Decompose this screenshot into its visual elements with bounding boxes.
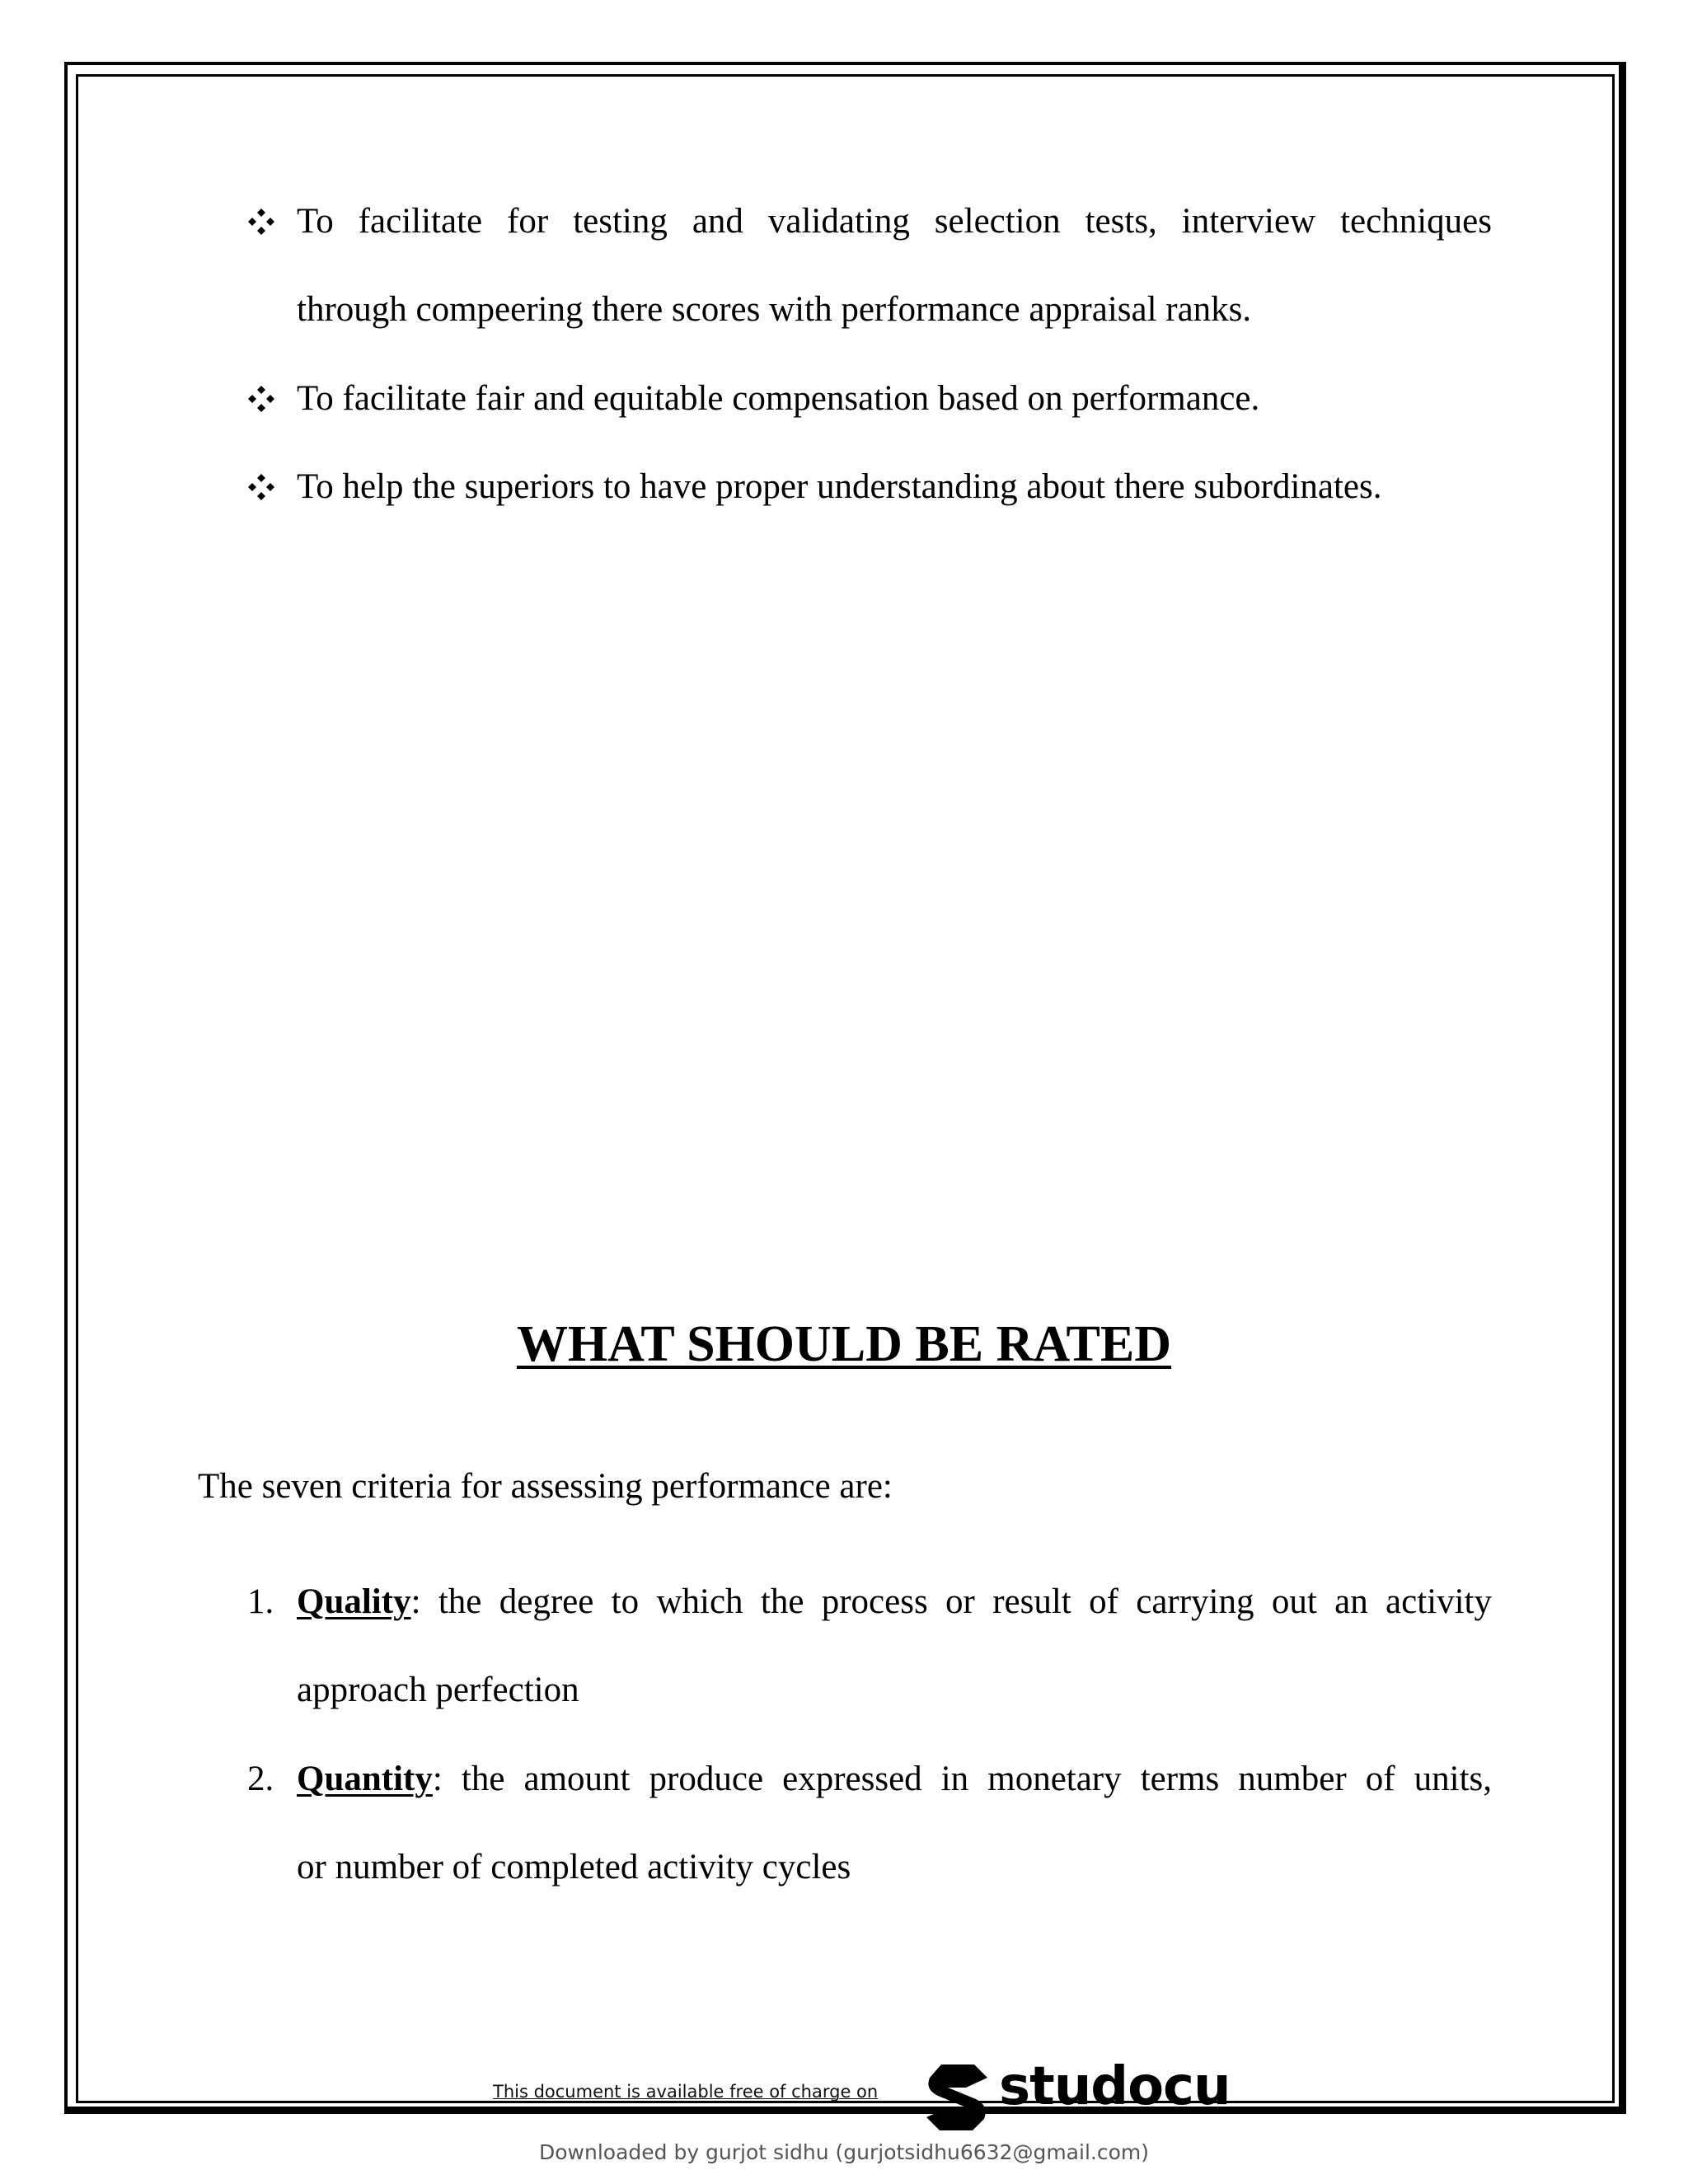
- studocu-logo-icon[interactable]: [925, 2063, 989, 2132]
- list-item-2-definition: : the amount produce expressed in monetary terms number of units,: [432, 1760, 1492, 1798]
- bullet-2-text: To facilitate fair and equitable compensation based on performance.: [297, 379, 1260, 418]
- list-item-2-number: 2.: [247, 1760, 274, 1798]
- bullet-1-line-2: through compeering there scores with performance appraisal ranks.: [297, 290, 1252, 329]
- diamond-bullet-icon: [247, 473, 275, 501]
- list-item-2-line-2: or number of completed activity cycles: [297, 1848, 851, 1886]
- list-item-1-line-2: approach perfection: [297, 1671, 579, 1709]
- bullet-3-text: To help the superiors to have proper understanding about there subordinates.: [297, 467, 1382, 506]
- downloaded-by-text: Downloaded by gurjot sidhu (gurjotsidhu6632@gmail.com): [538, 2140, 1149, 2164]
- section-heading: [0, 1316, 1688, 1372]
- section-heading-text: WHAT SHOULD BE RATED: [516, 1316, 1172, 1372]
- diamond-bullet-icon: [247, 385, 275, 413]
- list-item-1-line-1: [297, 1584, 1492, 1619]
- footer-available-link[interactable]: This document is available free of charge on: [493, 2082, 879, 2102]
- studocu-brand-name[interactable]: studocu: [999, 2056, 1231, 2117]
- list-item-2-line-1: [297, 1761, 1492, 1797]
- list-item-2-term: Quantity: [297, 1760, 433, 1798]
- section-intro: The seven criteria for assessing performance are:: [198, 1467, 893, 1506]
- list-item-1-number: 1.: [247, 1582, 274, 1621]
- list-item-1-definition: : the degree to which the process or result of carrying out an activity: [410, 1582, 1492, 1621]
- diamond-bullet-icon: [247, 208, 275, 236]
- list-item-1-term: Quality: [297, 1582, 411, 1621]
- bullet-1-line-1: To facilitate for testing and validating selection tests, interview techniques: [297, 202, 1492, 241]
